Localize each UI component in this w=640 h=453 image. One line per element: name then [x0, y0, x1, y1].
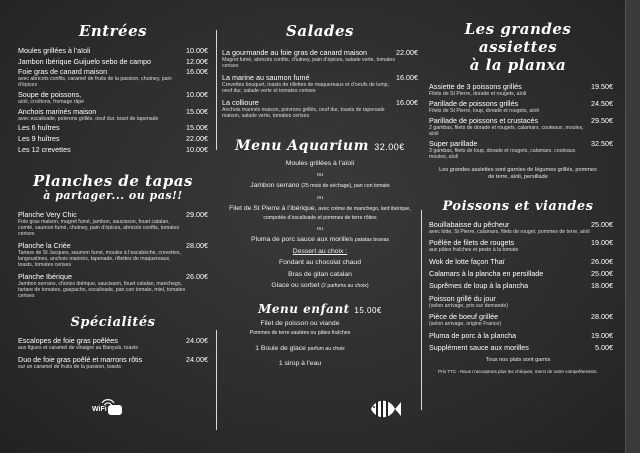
wifi-badge: [92, 396, 126, 418]
item-price: 24.00€: [186, 355, 208, 365]
item-price: 32.50€: [591, 139, 613, 149]
enfant-line3: 1 sirop à l’eau: [278, 359, 322, 367]
column-divider-left: [216, 30, 217, 150]
menu-item: [18, 210, 208, 237]
specialites-list: [18, 336, 208, 370]
item-name: La gourmande au foie gras de canard maison: [222, 48, 368, 57]
item-name: Wok de lotte façon Thaï: [429, 256, 505, 266]
menu-item: [18, 67, 208, 88]
dessert-item: [222, 271, 418, 279]
menu-item: [222, 73, 418, 94]
aquarium-lines: [222, 160, 418, 245]
poissons-title: Poissons et viandes: [442, 198, 594, 214]
column-right: [423, 0, 613, 453]
item-description: (selon arrivage, prix sur demande): [429, 302, 509, 309]
aquarium-line: [222, 236, 418, 244]
column-middle: [222, 0, 418, 453]
item-price: 10.00€: [186, 46, 208, 55]
menu-item: [18, 57, 208, 66]
enfant-line1: Filet de poisson ou viande: [260, 320, 340, 328]
menu-item: [429, 257, 613, 266]
aquarium-choice-detail: patatas bravas: [354, 237, 389, 244]
item-name: Poisson grillé du jour: [429, 293, 496, 303]
item-price: 10.00€: [186, 144, 208, 154]
item-description: avec lotte, St Pierre, calamars, filets de rouget, pommes de terre, aïoli: [429, 228, 590, 235]
salades-title: Salades: [286, 22, 354, 40]
aquarium-choice: Moules grillées à l’aïoli: [285, 159, 355, 167]
item-description: Tartare de St Jacques, saumon fumé, moules à l’escabèche, crevettes, langoustines, anchois marinés, tapenade, rillettes de maquereaux, toasts, tomates cerises: [18, 249, 181, 268]
item-name: Planche Ibérique: [18, 272, 72, 282]
dessert-list: [222, 259, 418, 290]
item-price: 22.00€: [396, 48, 418, 57]
item-name: Soupe de poissons,: [18, 89, 82, 99]
menu-item: [18, 123, 208, 132]
item-description: Foie gras maison, magret fumé, jambon, saucisson, fouet catalan, comté, saumon fumé, chutney, pain d’épices, abricots confits, tomates cerises: [18, 218, 180, 237]
menu-item: [18, 107, 208, 122]
item-name: Les 9 huîtres: [18, 133, 60, 143]
item-price: 19.50€: [591, 82, 613, 91]
planches-subtitle: à partager... ou pas!!: [43, 188, 183, 202]
item-description: Filets de St Pierre, loup, dorade et rougets, aïoli: [429, 108, 539, 115]
item-price: 22.00€: [186, 133, 208, 143]
aquarium-heading: [222, 138, 418, 154]
item-description: sur un caramel de fruits de la passion, toasts: [18, 364, 121, 371]
item-name: Calamars à la plancha en persillade: [429, 268, 544, 278]
dessert-name: Glace ou sorbet: [271, 282, 320, 290]
item-name: Les 6 huîtres: [18, 123, 60, 133]
dessert-name: Fondant au chocolat chaud: [278, 259, 361, 267]
item-description: aux pâtes fraîches et pesto à la tomate: [429, 247, 519, 254]
dessert-item: [222, 259, 418, 267]
item-price: 19.00€: [591, 238, 613, 248]
item-name: Pièce de boeuf grillée: [429, 312, 499, 322]
menu-item: [429, 99, 613, 114]
item-name: Bouillabaisse du pêcheur: [429, 219, 510, 229]
poissons-list: [423, 220, 613, 353]
menu-item: [429, 238, 613, 253]
enfant-heading: [222, 302, 418, 316]
menu-item: [429, 312, 613, 327]
or-separator: ou: [316, 171, 324, 178]
item-description: avec abricots confits, caramel de fruits de la passion, chutney, pain d’épices: [18, 76, 172, 89]
aquarium-choice: Pluma de porc sauce aux morilles: [251, 236, 354, 244]
menu-item: [429, 269, 613, 278]
aquarium-line: [222, 160, 418, 168]
menu-right-border: [625, 0, 640, 453]
poissons-note2: Prix TTC - Nous n’acceptons plus les chèques, merci de votre compréhension.: [438, 369, 598, 375]
item-description: Filets de St Pierre, dorade et rougets, aïoli: [429, 91, 527, 97]
menu-item: [429, 343, 613, 352]
item-name: Planche Very Chic: [18, 209, 77, 219]
aquarium-line: [222, 205, 418, 222]
item-price: 16.00€: [396, 73, 418, 83]
aquarium-choice-detail: (25 mois de séchage), pan con tomate: [301, 183, 390, 190]
item-name: Parillade de poissons et crustacés: [429, 116, 539, 126]
item-description: Jambon serrano, chorizo ibérique, saucisson, fouet catalan, manchego, tartare de tomates, gaspacho, escalivade, pan con tomate, miel, tomates cerises: [18, 281, 186, 300]
enfant-line2: 1 Boule de glace: [255, 345, 306, 353]
aquarium-line: [222, 171, 418, 179]
assiettes-note: Les grandes assiettes sont garnies de légumes grillés, pommes de terre, aïoli, persillade: [439, 166, 597, 180]
item-name: Suprêmes de loup à la plancha: [429, 281, 529, 291]
item-name: Pluma de porc à la plancha: [429, 330, 517, 340]
salades-list: [222, 48, 418, 120]
item-name: Escalopes de foie gras poêlées: [18, 336, 118, 346]
item-name: Jambon Ibérique Guijuelo sebo de campo: [18, 56, 152, 66]
item-name: Moules grillées à l’aïoli: [18, 46, 91, 55]
enfant-line2-sub: parfum au choix: [307, 346, 345, 353]
column-divider-right: [421, 210, 422, 410]
item-description: avec escalivade, poivrons grillés, oeuf dur, toast de tapenade: [18, 115, 159, 122]
aquarium-line: [222, 182, 418, 190]
item-description: Crevettes bouquet, toasts de rillettes de maquereaux et d’oeufs de lump, oeuf dur, salade verte et tomates cerises: [222, 82, 389, 95]
item-name: Anchois marinés maison: [18, 106, 97, 116]
column-left: [18, 0, 208, 453]
specialites-title: Spécialités: [70, 315, 156, 331]
item-price: 26.00€: [186, 272, 208, 282]
item-name: Planche la Criée: [18, 240, 71, 250]
enfant-price: 15.00€: [354, 306, 382, 316]
aquarium-line: [222, 194, 418, 202]
item-description: (selon arrivage, origine France): [429, 321, 502, 328]
item-price: 25.00€: [591, 268, 613, 278]
assiettes-title-line2: à la planxa: [469, 56, 567, 74]
wifi-label: WiFi: [92, 406, 107, 413]
item-description: Anchois marinés maison, poivrons grillés, oeuf dur, toasts de tapenade maison, salade verte, tomates cerises: [222, 107, 385, 120]
aquarium-choice: Filet de St Pierre à l’ibérique,: [229, 205, 317, 213]
column-divider-left-lower: [216, 330, 217, 430]
menu-item: [429, 294, 613, 309]
item-name: La collioure: [222, 98, 259, 108]
item-price: 25.00€: [591, 219, 613, 229]
item-name: Super parillade: [429, 139, 478, 149]
item-description: Magret fumé, abricots confits, chutney, pain d’épices, salade verte, tomates cerises: [222, 57, 395, 70]
item-price: 5.00€: [595, 343, 613, 353]
item-name: Foie gras de canard maison: [18, 67, 108, 77]
assiettes-list: [423, 82, 613, 161]
aquarium-price: 32.00€: [374, 141, 405, 152]
menu-item: [18, 355, 208, 370]
aquarium-title: Menu Aquarium: [235, 137, 369, 154]
item-price: 18.00€: [591, 281, 613, 291]
item-name: Parillade de poissons grillés: [429, 99, 519, 109]
menu-item: [18, 134, 208, 143]
enfant-line2-row: [222, 345, 418, 353]
menu-item: [429, 139, 613, 160]
item-description: aux figues et caramel de vinaigre au Banyuls, toasts: [18, 345, 138, 352]
item-price: 15.00€: [186, 123, 208, 133]
item-price: 16.00€: [186, 67, 208, 77]
item-name: Supplément sauce aux morilles: [429, 343, 529, 353]
menu-item: [429, 220, 613, 235]
item-price: 28.00€: [591, 312, 613, 322]
item-price: 29.00€: [186, 209, 208, 219]
item-description: 3 gambas, filets de loup, dorade et rougets, calamars, couteaux, moules, aïoli: [429, 148, 577, 161]
poissons-note1: Tous nos plats sont garnis: [485, 357, 551, 364]
dessert-title: Dessert au choix :: [292, 247, 348, 255]
menu-item: [429, 281, 613, 290]
menu-item: [18, 145, 208, 154]
item-name: Duo de foie gras poêlé et marrons rôtis: [18, 355, 143, 365]
menu-item: [18, 46, 208, 55]
aquarium-choice: Jambon serrano: [250, 182, 300, 190]
dessert-name: Bras de gitan catalan: [288, 270, 352, 278]
or-separator: ou: [316, 194, 324, 201]
menu-item: [222, 48, 418, 69]
item-name: La marine au saumon fumé: [222, 73, 310, 83]
menu-item: [429, 331, 613, 340]
item-price: 29.50€: [591, 116, 613, 126]
aquarium-choice-detail: avec crème de manchego, lard ibérique, compotée d’escalivade et pommes de terre rôties: [263, 206, 411, 221]
enfant-title: Menu enfant: [258, 302, 350, 317]
or-separator: ou: [316, 226, 324, 232]
planches-list: [18, 210, 208, 300]
item-name: Les 12 crevettes: [18, 144, 71, 154]
item-description: 2 gambas, filets de dorade et rougets, calamars, couteaux, moules, aïoli: [429, 125, 584, 138]
fish-icon: [368, 396, 402, 422]
item-description: aïoli, croûtons, fromage râpé: [18, 98, 85, 105]
item-price: 19.00€: [591, 330, 613, 340]
menu-item: [18, 241, 208, 268]
item-name: Assiette de 3 poissons grillés: [429, 82, 522, 91]
enfant-line1-sub: Pommes de terre sautées ou pâtes fraîches: [249, 329, 351, 336]
menu-item: [18, 90, 208, 105]
planches-title: Planches de tapas: [33, 171, 193, 190]
entrees-list: [18, 46, 208, 154]
menu-item: [429, 116, 613, 137]
menu-item: [18, 336, 208, 351]
dessert-item: [222, 282, 418, 290]
item-price: 10.00€: [186, 89, 208, 99]
menu-item: [429, 82, 613, 97]
assiettes-title-line1: Les grandes assiettes: [464, 20, 572, 56]
item-name: Poêlée de filets de rougets: [429, 238, 515, 248]
item-price: 12.00€: [186, 56, 208, 66]
item-price: 24.50€: [591, 99, 613, 109]
item-price: 26.00€: [591, 256, 613, 266]
menu-item: [18, 272, 208, 299]
dessert-note: (2 parfums au choix): [321, 283, 369, 290]
aquarium-line: [222, 225, 418, 233]
item-price: 15.00€: [186, 106, 208, 116]
menu-item: [222, 98, 418, 119]
item-price: 16.00€: [396, 98, 418, 108]
item-price: 24.00€: [186, 336, 208, 346]
entrees-title: Entrées: [78, 22, 148, 40]
item-price: 28.00€: [186, 240, 208, 250]
